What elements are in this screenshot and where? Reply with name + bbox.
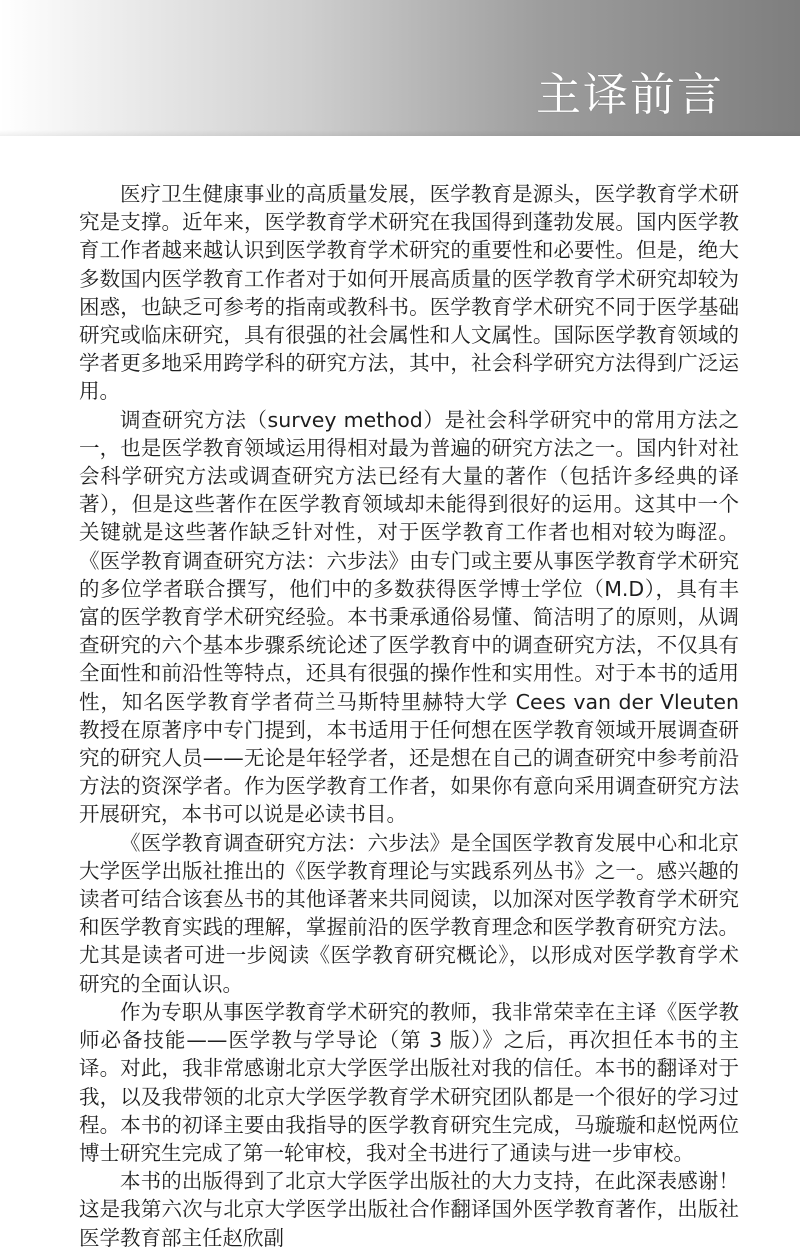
header-band xyxy=(0,0,800,136)
paragraph-2: 调查研究方法（survey method）是社会科学研究中的常用方法之一，也是医学教育领域运用得相对最为普遍的研究方法之一。国内针对社会科学研究方法或调查研究方法已经有大量的著作（包括许多经典的译著），但是这些著作在医学教育领域却未能得到很好的运用。这其中一个关键就是这些著作缺乏针对性，对于医学教育工作者也相对较为晦涩。《医学教育调查研究方法：六步法》由专门或主要从事医学教育学术研究的多位学者联合撰写，他们中的多数获得医学博士学位（M.D），具有丰富的医学教育学术研究经验。本书秉承通俗易懂、简洁明了的原则，从调查研究的六个基本步骤系统论述了医学教育中的调查研究方法，不仅具有全面性和前沿性等特点，还具有很强的操作性和实用性。对于本书的适用性，知名医学教育学者荷兰马斯特里赫特大学 Cees van der Vleuten 教授在原著序中专门提到，本书适用于任何想在医学教育领域开展调查研究的研究人员——无论是年轻学者，还是想在自己的调查研究中参考前沿方法的资深学者。作为医学教育工作者，如果你有意向采用调查研究方法开展研究，本书可以说是必读书目。 xyxy=(79,407,739,827)
paragraph-1: 医疗卫生健康事业的高质量发展，医学教育是源头，医学教育学术研究是支撑。近年来，医学教育学术研究在我国得到蓬勃发展。国内医学教育工作者越来越认识到医学教育学术研究的重要性和必要性。但是，绝大多数国内医学教育工作者对于如何开展高质量的医学教育学术研究却较为困惑，也缺乏可参考的指南或教科书。医学教育学术研究不同于医学基础研究或临床研究，具有很强的社会属性和人文属性。国际医学教育领域的学者更多地采用跨学科的研究方法，其中，社会科学研究方法得到广泛运用。 xyxy=(79,182,739,404)
paragraph-5: 本书的出版得到了北京大学医学出版社的大力支持，在此深表感谢！这是我第六次与北京大学医学出版社合作翻译国外医学教育著作，出版社医学教育部主任赵欣副 xyxy=(79,1169,739,1250)
paragraph-3: 《医学教育调查研究方法：六步法》是全国医学教育发展中心和北京大学医学出版社推出的《医学教育理论与实践系列丛书》之一。感兴趣的读者可结合该套丛书的其他译著来共同阅读，以加深对医学教育学术研究和医学教育实践的理解，掌握前沿的医学教育理念和医学教育研究方法。尤其是读者可进一步阅读《医学教育研究概论》，以形成对医学教育学术研究的全面认识。 xyxy=(79,830,739,996)
paragraph-4: 作为专职从事医学教育学术研究的教师，我非常荣幸在主译《医学教师必备技能——医学教与学导论（第 3 版）》之后，再次担任本书的主译。对此，我非常感谢北京大学医学出版社对我的信任。本书的翻译对于我，以及我带领的北京大学医学教育学术研究团队都是一个很好的学习过程。本书的初译主要由我指导的医学教育研究生完成，马璇璇和赵悦两位博士研究生完成了第一轮审校，我对全书进行了通读与进一步审校。 xyxy=(79,999,739,1165)
page-title: 主译前言 xyxy=(535,68,724,121)
body-text xyxy=(79,180,739,1252)
